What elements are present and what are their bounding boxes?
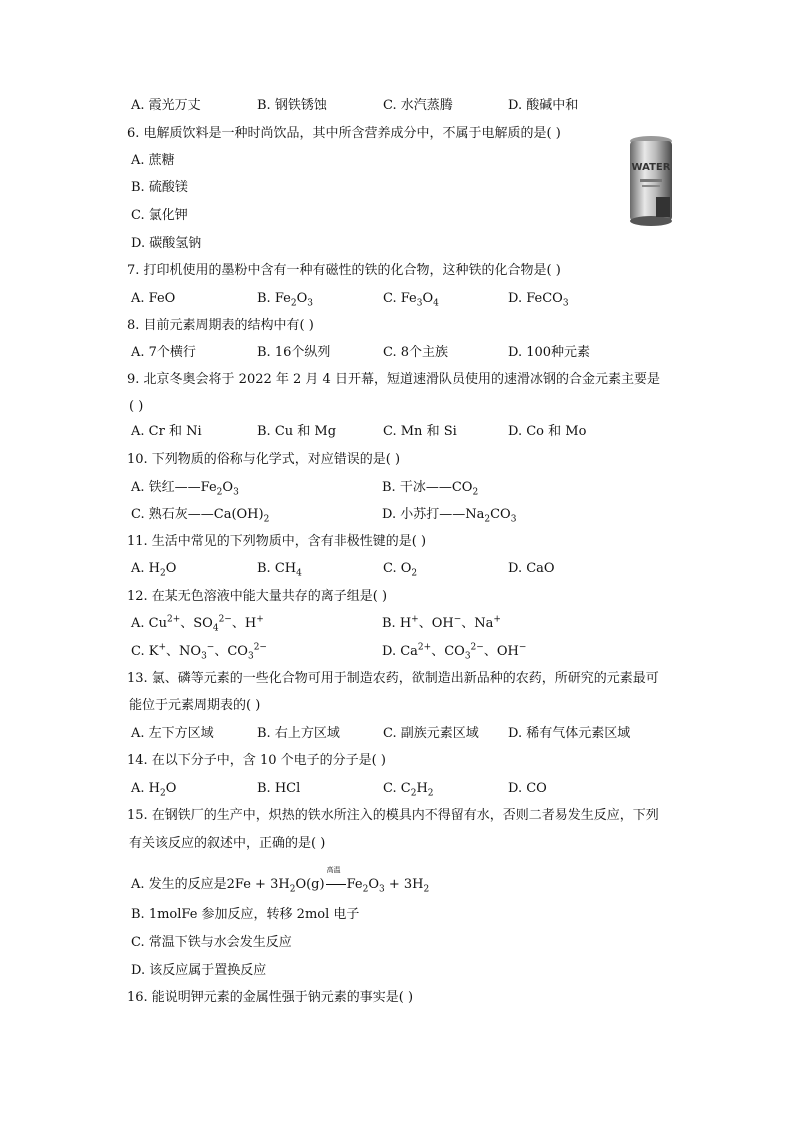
q7-option-c: C. $Fe_3O_4$ bbox=[383, 291, 439, 309]
q15-option-c: C. 常温下铁与水会发生反应 bbox=[131, 935, 292, 950]
q7-stem: 7. 打印机使用的墨粉中含有一种有磁性的铁的化合物，这种铁的化合物是( ) bbox=[127, 263, 561, 278]
q11-stem: 11. 生活中常见的下列物质中，含有非极性键的是( ) bbox=[127, 534, 427, 549]
q11-option-b: B. $CH_4$ bbox=[257, 561, 302, 579]
q13-option-c: C. 副族元素区域 bbox=[383, 726, 479, 741]
q15-option-b: B. 1molFe 参加反应，转移 2mol 电子 bbox=[131, 907, 360, 922]
q9-option-c: C. Mn 和 Si bbox=[383, 424, 457, 439]
q7-option-b: B. $Fe_2O_3$ bbox=[257, 291, 313, 309]
q12-option-a: A. $Cu^{2+}$、$SO_4^{2-}$、H+ bbox=[131, 614, 264, 634]
q5-option-a: A. 霞光万丈 bbox=[131, 98, 201, 113]
q11-option-a: A. $H_2O$ bbox=[131, 561, 177, 579]
q9-stem: 9. 北京冬奥会将于 2022 年 2 月 4 日开幕，短道速滑队员使用的速滑冰钢的合金元素主要是 bbox=[127, 372, 660, 387]
q9-option-b: B. Cu 和 Mg bbox=[257, 424, 337, 439]
q8-option-c: C. 8个主族 bbox=[383, 345, 449, 360]
q10-stem: 10. 下列物质的俗称与化学式，对应错误的是( ) bbox=[127, 452, 401, 467]
q14-option-a: A. $H_2O$ bbox=[131, 781, 177, 799]
q9-option-d: D. Co 和 Mo bbox=[508, 424, 587, 439]
q13-option-b: B. 右上方区域 bbox=[257, 726, 340, 741]
q15-option-a: A. 发生的反应是$2Fe + 3H_2O(g)$ 高温 $Fe_2O_3 + 3H_2$ bbox=[131, 876, 429, 894]
q12-option-b: B. H+、OH−、Na+ bbox=[382, 614, 501, 631]
q10-option-c: C. 熟石灰$——Ca(OH)_2$ bbox=[131, 507, 270, 525]
q6-option-c: C. 氯化钾 bbox=[131, 208, 188, 223]
q5-option-b: B. 钢铁锈蚀 bbox=[257, 98, 327, 113]
q14-option-c: C. $C_2H_2$ bbox=[383, 781, 434, 799]
q8-option-d: D. 100种元素 bbox=[508, 345, 591, 360]
q8-option-b: B. 16个纵列 bbox=[257, 345, 331, 360]
q13-option-d: D. 稀有气体元素区域 bbox=[508, 726, 631, 741]
q14-stem: 14. 在以下分子中，含 10 个电子的分子是( ) bbox=[127, 753, 386, 768]
q7-option-a: A. FeO bbox=[131, 291, 176, 306]
q10-option-d: D. 小苏打$——Na_2CO_3$ bbox=[382, 507, 517, 525]
q16-stem: 16. 能说明钾元素的金属性强于钠元素的事实是( ) bbox=[127, 990, 414, 1005]
q9-stem-cont: ( ) bbox=[129, 399, 144, 414]
q12-option-d: D. $Ca^{2+}$、$CO_3^{2-}$、OH− bbox=[382, 642, 527, 662]
q7-option-d: D. FeCO$_3$ bbox=[508, 291, 569, 309]
q11-option-d: D. CaO bbox=[508, 561, 555, 576]
q15-stem-cont: 有关该反应的叙述中，正确的是( ) bbox=[129, 836, 326, 851]
q13-stem: 13. 氯、磷等元素的一些化合物可用于制造农药，欲制造出新品种的农药，所研究的元素最可 bbox=[127, 671, 659, 686]
q12-stem: 12. 在某无色溶液中能大量共存的离子组是( ) bbox=[127, 589, 388, 604]
q10-option-a: A. 铁红$——Fe_2O_3$ bbox=[131, 480, 239, 498]
q12-option-c: C. K+、$NO_3^-$、$CO_3^{2-}$ bbox=[131, 642, 267, 662]
q8-option-a: A. 7个横行 bbox=[131, 345, 196, 360]
q11-option-c: C. $O_2$ bbox=[383, 561, 418, 579]
q6-option-d: D. 碳酸氢钠 bbox=[131, 236, 202, 251]
can-label: WATER bbox=[631, 162, 671, 173]
q6-option-a: A. 蔗糖 bbox=[131, 153, 175, 168]
q13-stem-cont: 能位于元素周期表的( ) bbox=[129, 698, 261, 713]
reaction-condition: 高温 bbox=[326, 866, 341, 874]
drink-can-image bbox=[626, 135, 676, 227]
q10-option-b: B. 干冰$——CO_2$ bbox=[382, 480, 479, 498]
q14-option-b: B. HCl bbox=[257, 781, 301, 796]
q6-option-b: B. 硫酸镁 bbox=[131, 180, 188, 195]
q6-stem: 6. 电解质饮料是一种时尚饮品，其中所含营养成分中，不属于电解质的是( ) bbox=[127, 126, 561, 141]
q15-option-d: D. 该反应属于置换反应 bbox=[131, 963, 267, 978]
q9-option-a: A. Cr 和 Ni bbox=[131, 424, 202, 439]
q15-stem: 15. 在钢铁厂的生产中，炽热的铁水所注入的模具内不得留有水，否则二者易发生反应，下列 bbox=[127, 808, 659, 823]
q14-option-d: D. CO bbox=[508, 781, 547, 796]
q8-stem: 8. 目前元素周期表的结构中有( ) bbox=[127, 318, 314, 333]
q5-option-d: D. 酸碱中和 bbox=[508, 98, 579, 113]
q13-option-a: A. 左下方区域 bbox=[131, 726, 214, 741]
q5-option-c: C. 水汽蒸腾 bbox=[383, 98, 453, 113]
